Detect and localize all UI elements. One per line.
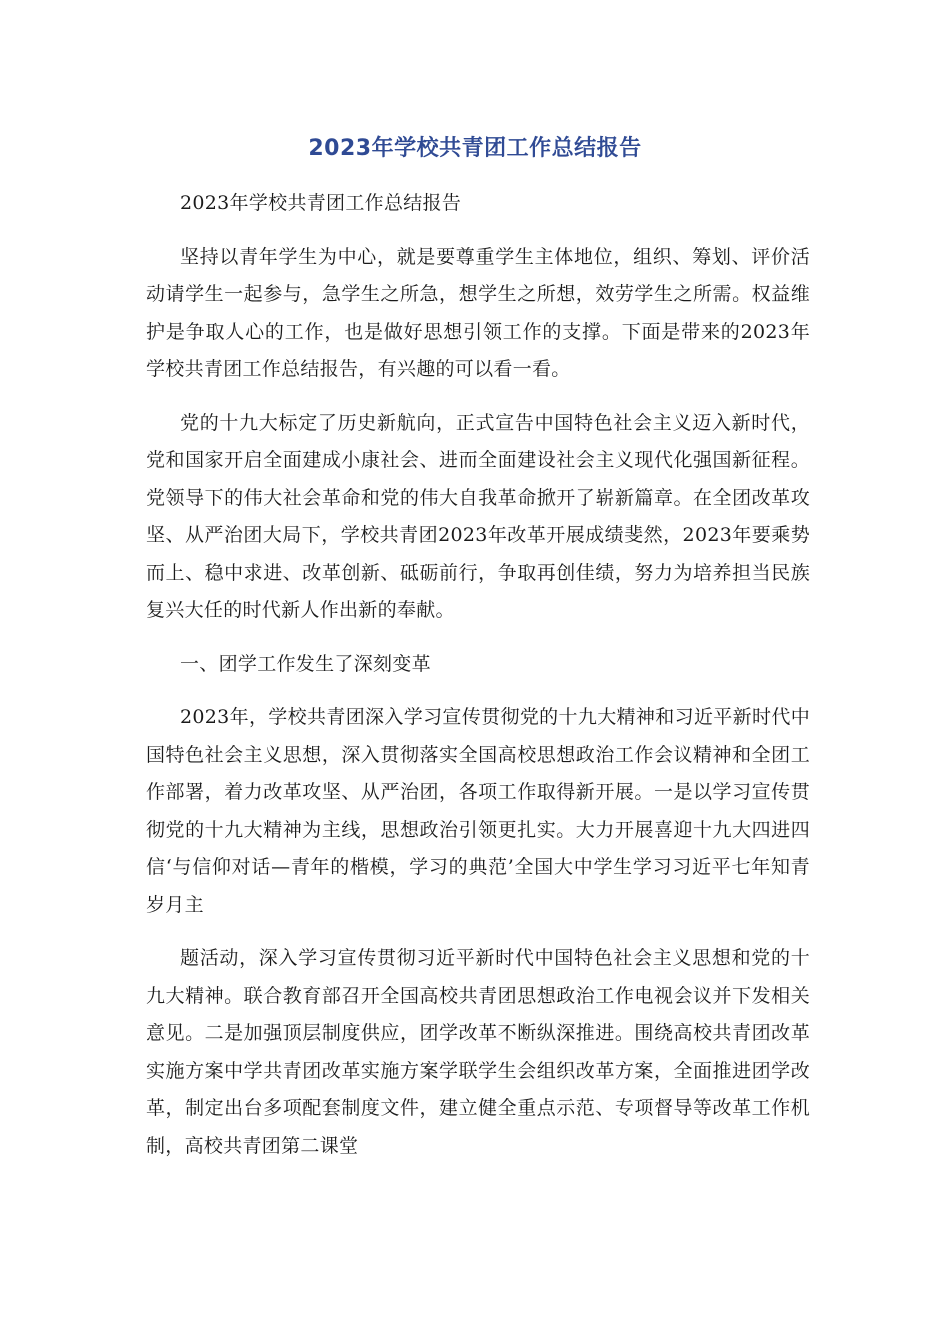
- section-paragraph-1: 2023年，学校共青团深入学习宣传贯彻党的十九大精神和习近平新时代中国特色社会主义思想，深入贯彻落实全国高校思想政治工作会议精神和全团工作部署，着力改革攻坚、从严治团，各项工作取得新开展。一是以学习宣传贯彻党的十九大精神为主线，思想政治引领更扎实。大力开展喜迎十九大四进四信‘与信仰对话—青年的楷模，学习的典范’全国大中学生学习习近平七年知青岁月主: [146, 706, 810, 916]
- subtitle-paragraph: 2023年学校共青团工作总结报告: [180, 192, 462, 214]
- document-body: [146, 185, 810, 1181]
- context-paragraph: 党的十九大标定了历史新航向，正式宣告中国特色社会主义迈入新时代，党和国家开启全面建成小康社会、进而全面建设社会主义现代化强国新征程。党领导下的伟大社会革命和党的伟大自我革命掀开了崭新篇章。在全团改革攻坚、从严治团大局下，学校共青团2023年改革开展成绩斐然，2023年要乘势而上、稳中求进、改革创新、砥砺前行，争取再创佳绩，努力为培养担当民族复兴大任的时代新人作出新的奉献。: [146, 411, 810, 621]
- document-title: 2023年学校共青团工作总结报告: [308, 136, 642, 161]
- intro-paragraph: 坚持以青年学生为中心，就是要尊重学生主体地位，组织、筹划、评价活动请学生一起参与，急学生之所急，想学生之所想，效劳学生之所需。权益维护是争取人心的工作，也是做好思想引领工作的支撑。下面是带来的2023年学校共青团工作总结报告，有兴趣的可以看一看。: [146, 245, 810, 380]
- section-heading: 一、团学工作发生了深刻变革: [180, 652, 431, 675]
- section-paragraph-2: 题活动，深入学习宣传贯彻习近平新时代中国特色社会主义思想和党的十九大精神。联合教育部召开全国高校共青团思想政治工作电视会议并下发相关意见。二是加强顶层制度供应，团学改革不断纵深推进。围绕高校共青团改革实施方案中学共青团改革实施方案学联学生会组织改革方案，全面推进团学改革，制定出台多项配套制度文件，建立健全重点示范、专项督导等改革工作机制，高校共青团第二课堂: [146, 947, 810, 1157]
